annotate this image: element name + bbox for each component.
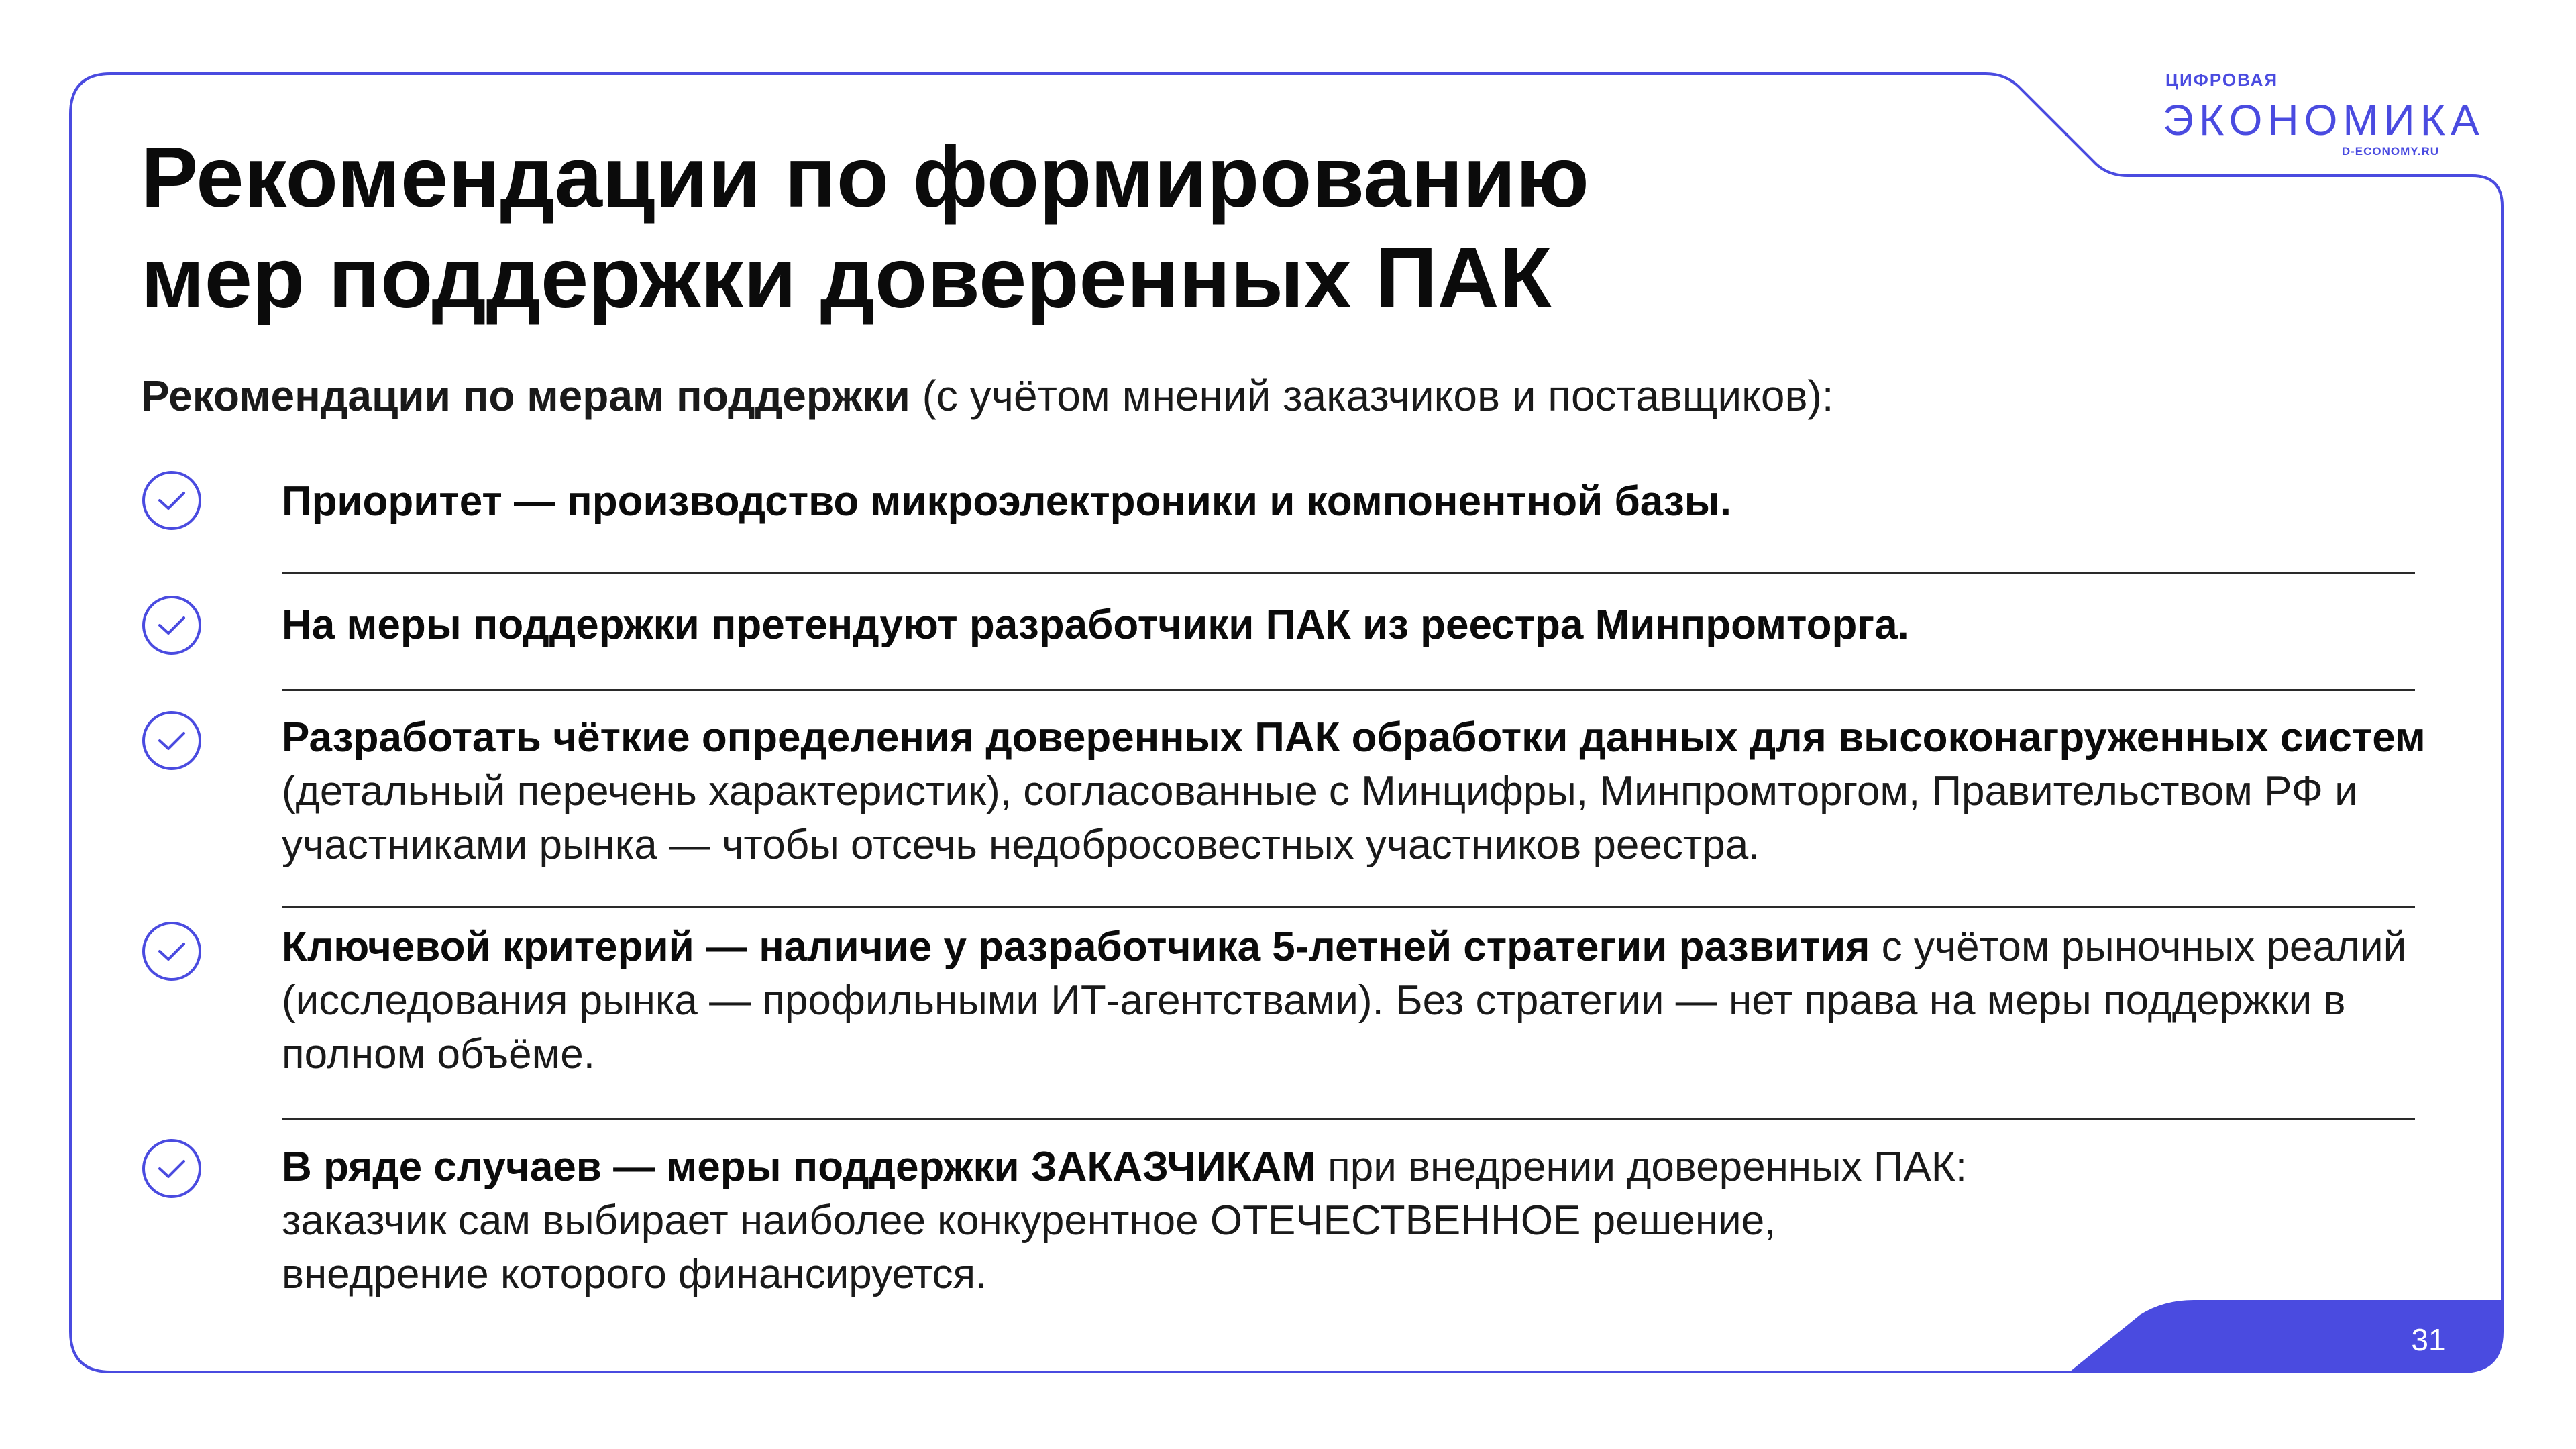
- title-line-2: мер поддержки доверенных ПАК: [141, 230, 1552, 326]
- divider: [282, 572, 2415, 574]
- item-text: [282, 920, 2428, 1081]
- item-rest: (детальный перечень характеристик), согласованные с Минцифры, Минпромторгом, Правительством РФ и участниками рынка — чтобы отсечь недобросовестных участников реестра.: [282, 768, 2358, 868]
- brand-logo: [2160, 67, 2485, 168]
- item-line-3: внедрение которого финансируется.: [282, 1251, 987, 1297]
- subtitle-bold: Рекомендации по мерам поддержки: [141, 372, 910, 420]
- item-text: [282, 711, 2428, 872]
- logo-site-label: D-ECONOMY.RU: [2341, 145, 2439, 158]
- check-circle-icon: [141, 470, 203, 531]
- check-circle-icon: [141, 1138, 203, 1199]
- divider: [282, 1118, 2415, 1120]
- logo-main-label: ЭКОНОМИКА: [2163, 96, 2485, 144]
- item-text: [282, 1140, 2428, 1301]
- item-rest: при внедрении доверенных ПАК:: [1316, 1144, 1968, 1190]
- divider: [282, 906, 2415, 908]
- item-bold: Ключевой критерий — наличие у разработчика 5-летней стратегии развития: [282, 924, 1870, 970]
- check-circle-icon: [141, 920, 203, 982]
- check-circle-icon: [141, 594, 203, 656]
- page-title: [141, 127, 1952, 329]
- subtitle-rest: (с учётом мнений заказчиков и поставщиков):: [910, 372, 1834, 420]
- item-rest: с учётом рыночных реалий (исследования рынка — профильными ИТ-агентствами). Без стратегии — нет права на меры поддержки в полном объёме.: [282, 924, 2407, 1077]
- item-text: [282, 598, 2428, 652]
- item-bold: Приоритет — производство микроэлектроники и компонентной базы.: [282, 478, 1731, 525]
- item-bold: Разработать чёткие определения доверенных ПАК обработки данных для высоконагруженных систем: [282, 714, 2426, 761]
- item-bold: На меры поддержки претендуют разработчики ПАК из реестра Минпромторга.: [282, 602, 1909, 648]
- logo-top-label: ЦИФРОВАЯ: [2165, 70, 2279, 90]
- item-bold: В ряде случаев — меры поддержки ЗАКАЗЧИКАМ: [282, 1144, 1316, 1190]
- title-line-1: Рекомендации по формированию: [141, 129, 1589, 225]
- page-number: 31: [2411, 1322, 2446, 1357]
- check-circle-icon: [141, 710, 203, 771]
- item-text: [282, 475, 2428, 529]
- divider: [282, 689, 2415, 691]
- item-line-2: заказчик сам выбирает наиболее конкурентное ОТЕЧЕСТВЕННОЕ решение,: [282, 1197, 1776, 1244]
- subtitle: [141, 368, 2288, 424]
